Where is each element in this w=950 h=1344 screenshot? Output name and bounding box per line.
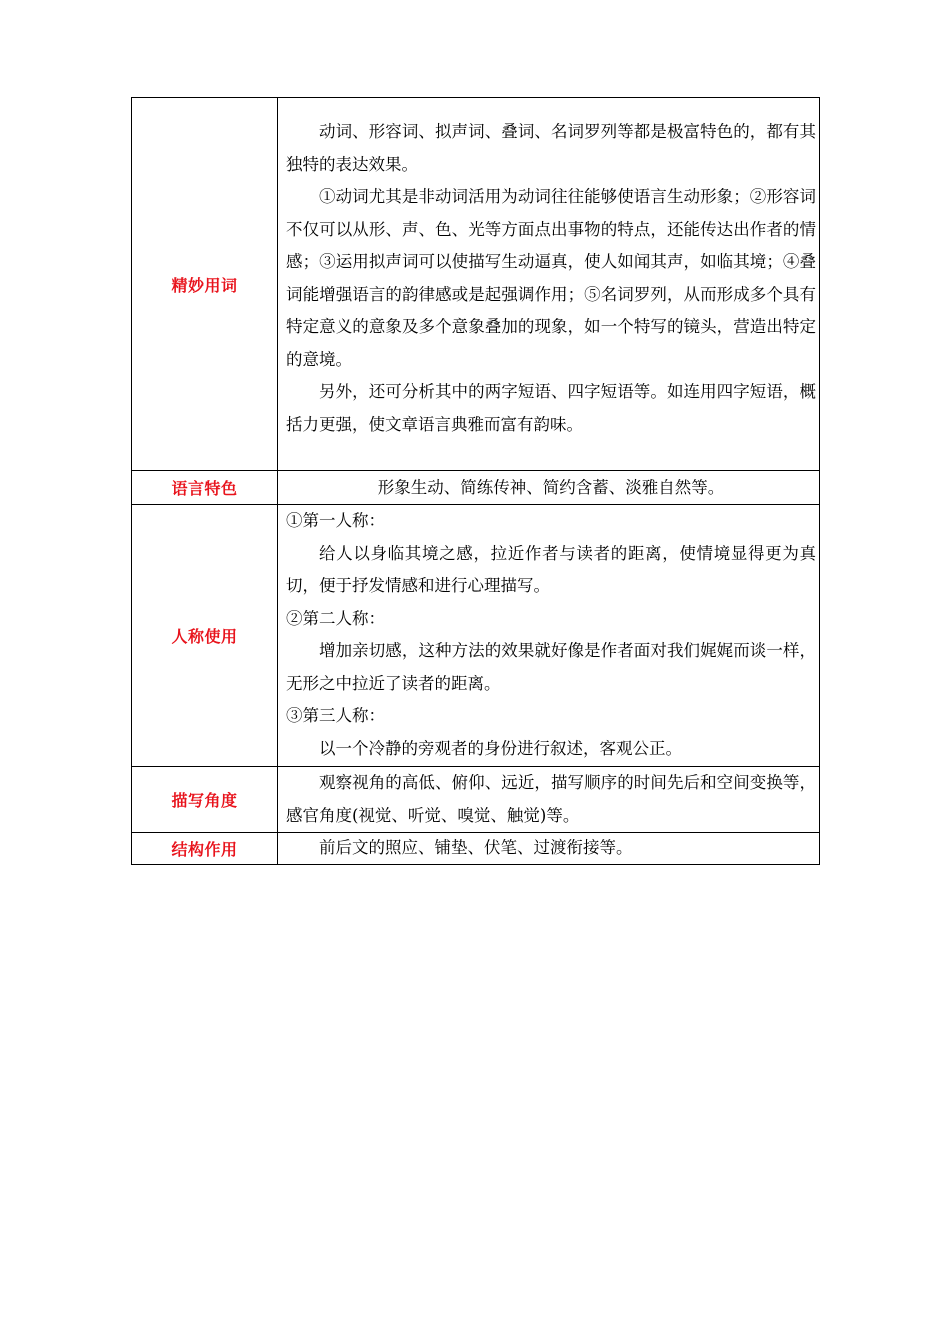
item-body: 以一个冷静的旁观者的身份进行叙述，客观公正。 [319, 738, 682, 758]
item-heading: ②第二人称： [286, 608, 385, 628]
paragraph: 动词、形容词、拟声词、叠词、名词罗列等都是极富特色的，都有其独特的表达效果。 [286, 122, 816, 174]
paragraph: 观察视角的高低、俯仰、远近，描写顺序的时间先后和空间变换等，感官角度(视觉、听觉、嗅觉、触觉)等。 [286, 773, 816, 825]
item-heading: ③第三人称： [286, 706, 385, 725]
row-label: 结构作用 [171, 840, 238, 859]
row-label-cell [132, 98, 278, 471]
table-row [132, 833, 820, 865]
row-content-cell [278, 505, 820, 767]
row-label: 描写角度 [171, 791, 238, 810]
summary-table [131, 97, 820, 865]
item-body: 给人以身临其境之感，拉近作者与读者的距离，使情境显得更为真切，便于抒发情感和进行心理描写。 [286, 543, 816, 595]
row-label-cell [132, 505, 278, 767]
row-content-cell [278, 471, 820, 505]
row-label: 精妙用词 [171, 275, 238, 295]
table-row [132, 767, 820, 833]
item-heading: ①第一人称： [286, 511, 385, 530]
row-content-cell [278, 98, 820, 471]
row-content-cell [278, 833, 820, 865]
paragraph: 前后文的照应、铺垫、伏笔、过渡衔接等。 [319, 838, 633, 857]
row-label-cell [132, 471, 278, 505]
item-body: 增加亲切感，这种方法的效果就好像是作者面对我们娓娓而谈一样，无形之中拉近了读者的距离。 [286, 641, 816, 693]
table-row [132, 98, 820, 471]
row-content-cell [278, 767, 820, 833]
row-label-cell [132, 833, 278, 865]
paragraph: 形象生动、简练传神、简约含蓄、淡雅自然等。 [377, 477, 725, 497]
row-label: 人称使用 [171, 627, 238, 646]
row-label-cell [132, 767, 278, 833]
row-label: 语言特色 [171, 479, 238, 498]
table-row [132, 505, 820, 767]
paragraph: ①动词尤其是非动词活用为动词往往能够使语言生动形象；②形容词不仅可以从形、声、色、光等方面点出事物的特点，还能传达出作者的情感；③运用拟声词可以使描写生动逼真，使人如闻其声，如临其境；④叠词能增强语言的韵律感或是起强调作用；⑤名词罗列，从而形成多个具有特定意义的意象及多个意象叠加的现象，如一个特写的镜头，营造出特定的意境。 [286, 187, 816, 369]
table-row [132, 471, 820, 505]
paragraph: 另外，还可分析其中的两字短语、四字短语等。如连用四字短语，概括力更强，使文章语言典雅而富有韵味。 [286, 382, 816, 434]
